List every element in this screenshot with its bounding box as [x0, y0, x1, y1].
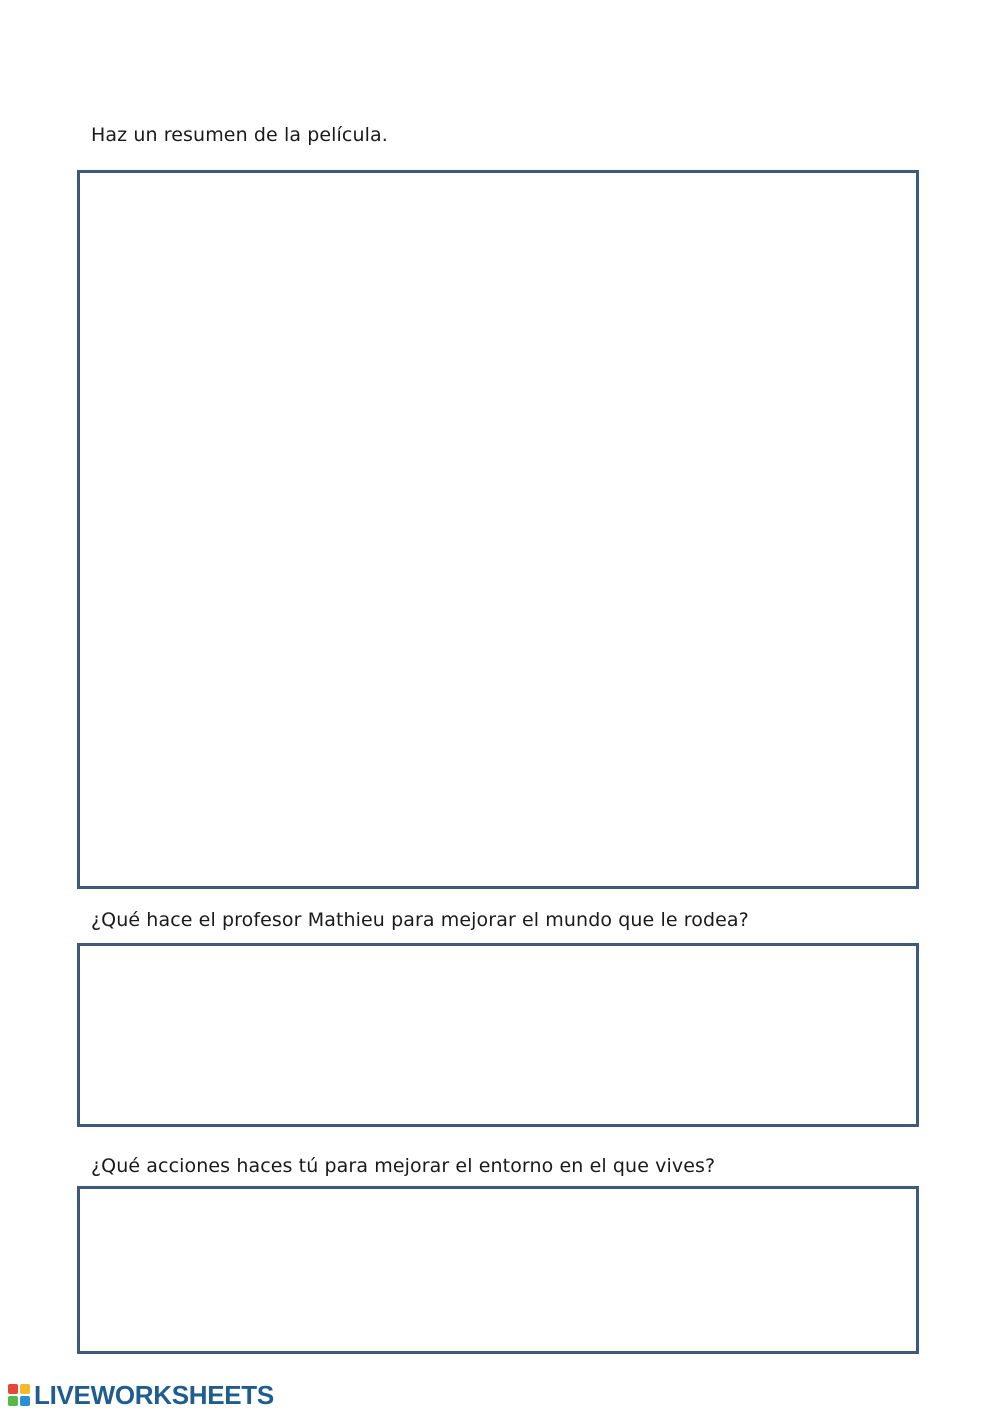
- logo-square-red: [8, 1384, 18, 1394]
- question-1-answer-box[interactable]: [77, 170, 919, 889]
- logo-square-green: [8, 1396, 18, 1406]
- logo-text: LIVEWORKSHEETS: [34, 1380, 274, 1410]
- liveworksheets-logo[interactable]: [8, 1381, 274, 1409]
- question-3-prompt: ¿Qué acciones haces tú para mejorar el entorno en el que vives?: [91, 1155, 716, 1177]
- logo-square-blue: [20, 1396, 30, 1406]
- question-1-prompt: Haz un resumen de la película.: [91, 124, 388, 146]
- question-2-answer-box[interactable]: [77, 943, 919, 1127]
- question-3-answer-box[interactable]: [77, 1186, 919, 1354]
- logo-square-yellow: [20, 1384, 30, 1394]
- liveworksheets-logo-icon: [8, 1384, 30, 1406]
- question-2-prompt: ¿Qué hace el profesor Mathieu para mejorar el mundo que le rodea?: [91, 909, 749, 931]
